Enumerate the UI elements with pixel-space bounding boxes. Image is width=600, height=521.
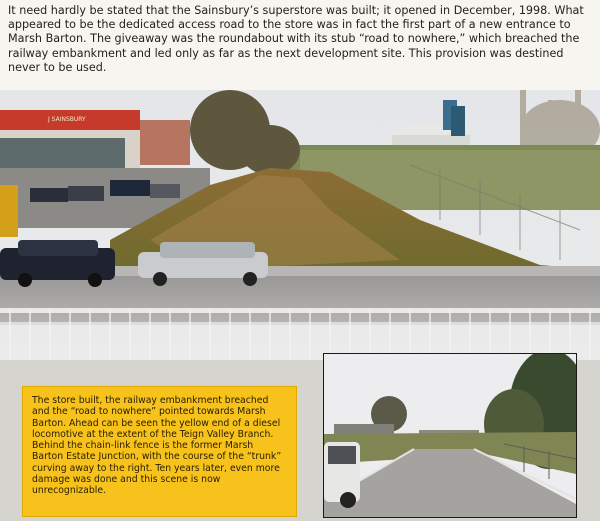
photo-caption: The store built, the railway embankment breached and the “road to nowhere” pointed towards Marsh Barton. Ahead can be seen the yellow end of a diesel locomotive at the extent of the Teign Valley Branch. Behind the chain-link fence is the former Marsh Barton Estate Junction, with the course of the “trunk” curving away to the right. Ten years later, even more damage was done and this scene is now unrecognizable. xyxy=(22,386,297,517)
intro-paragraph: It need hardly be stated that the Sainsbury’s superstore was built; it opened in December, 1998. What appeared to be the dedicated access road to the store was in fact the first part of a new entrance to Marsh Barton. The giveaway was the roundabout with its stub “road to nowhere,” which breached the railway embankment and led only as far as the next development site. This provision was destined never to be used. xyxy=(8,4,584,74)
inset-photo xyxy=(323,353,577,518)
store-sign-text: J SAINSBURY xyxy=(48,116,86,123)
